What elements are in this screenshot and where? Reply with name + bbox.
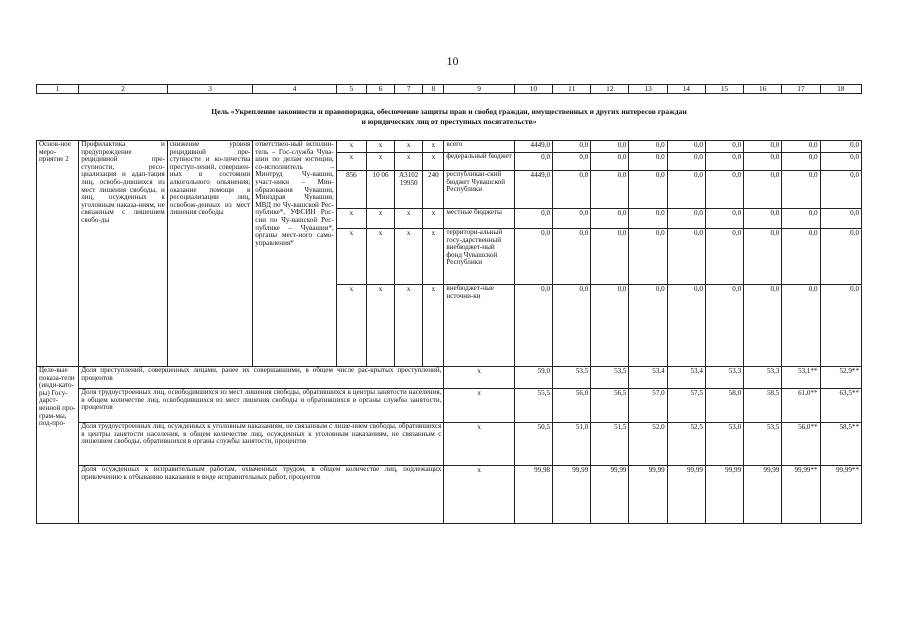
funding-value-cell: 0,0 [705, 171, 743, 209]
funding-value-cell: 0,0 [705, 209, 743, 229]
budget-code-cell: x [423, 209, 444, 229]
budget-code-cell: x [336, 141, 366, 153]
funding-value-cell: 0,0 [553, 285, 591, 367]
funding-value-cell: 0,0 [820, 141, 861, 153]
indicator-x-cell: х [444, 367, 514, 389]
indicator-value-cell: 50,5 [514, 423, 552, 466]
budget-code-cell: x [423, 229, 444, 285]
indicator-text-cell: Доля трудоустроенных лиц, осужденных к уголовным наказаниям, не связанным с лише-нием свободы, обратившихся в центры занятости населения, в общем количестве лиц, осужденных к уголовным наказаниям, не связанным с лишением свободы, обратившихся в органы службы занятости, процентов [79, 423, 444, 466]
indicator-value-cell: 52,9** [820, 367, 861, 389]
budget-code-cell: x [423, 285, 444, 367]
event-type-cell: Основ-ное меро-приятие 2 [37, 141, 79, 367]
funding-value-cell: 0,0 [782, 153, 820, 171]
indicator-value-cell: 57,5 [667, 389, 705, 423]
funding-value-cell: 0,0 [591, 141, 629, 153]
funding-value-cell: 0,0 [553, 171, 591, 209]
funding-value-cell: 0,0 [629, 285, 667, 367]
indicator-value-cell: 58,5 [744, 389, 782, 423]
funding-value-cell: 0,0 [782, 229, 820, 285]
column-number: 1 [37, 85, 79, 94]
indicator-text-cell: Доля осужденных к исправительным работам, охваченных трудом, в общем количестве лиц, подлежащих привлечению к отбыванию наказания в виде исправительных работ, процентов [79, 466, 444, 524]
funding-value-cell: 0,0 [629, 171, 667, 209]
funding-value-cell: 0,0 [820, 229, 861, 285]
funding-value-cell: 0,0 [820, 153, 861, 171]
funding-value-cell: 0,0 [705, 141, 743, 153]
indicator-value-cell: 53,4 [667, 367, 705, 389]
indicator-row [37, 423, 862, 466]
budget-code-cell: x [423, 153, 444, 171]
indicator-value-cell: 59,0 [514, 367, 552, 389]
funding-value-cell: 0,0 [705, 229, 743, 285]
funding-value-cell: 0,0 [629, 153, 667, 171]
indicator-x-cell: х [444, 423, 514, 466]
indicator-value-cell: 55,5 [514, 389, 552, 423]
indicator-value-cell: 61,0** [782, 389, 820, 423]
funding-value-cell: 0,0 [553, 229, 591, 285]
funding-value-cell: 0,0 [514, 229, 552, 285]
funding-value-cell: 0,0 [667, 171, 705, 209]
funding-value-cell: 0,0 [553, 209, 591, 229]
funding-value-cell: 0,0 [782, 209, 820, 229]
funding-source-cell: республикан-ский бюджет Чувашской Республики [444, 171, 514, 209]
column-number: 17 [782, 85, 820, 94]
budget-code-cell: x [395, 285, 423, 367]
funding-value-cell: 0,0 [744, 209, 782, 229]
indicator-value-cell: 53,3 [705, 367, 743, 389]
funding-value-cell: 0,0 [629, 229, 667, 285]
budget-code-cell: x [336, 153, 366, 171]
column-number: 11 [553, 85, 591, 94]
funding-value-cell: 0,0 [553, 153, 591, 171]
indicator-value-cell: 57,0 [629, 389, 667, 423]
funding-value-cell: 0,0 [591, 153, 629, 171]
indicator-value-cell: 58,0 [705, 389, 743, 423]
column-number: 13 [629, 85, 667, 94]
funding-value-cell: 4449,0 [514, 141, 552, 153]
funding-value-cell: 0,0 [514, 153, 552, 171]
indicator-value-cell: 56,5 [591, 389, 629, 423]
funding-source-cell: территори-альный госу-дарственный внебюджет-ный фонд Чувашской Республики [444, 229, 514, 285]
goal-line-1: Цель «Укрепление законности и правопорядка, обеспечение защиты прав и свобод граждан, имущественных и других интересов граждан [211, 107, 687, 116]
budget-code-cell: x [336, 285, 366, 367]
indicator-value-cell: 53,5 [553, 367, 591, 389]
funding-value-cell: 0,0 [514, 209, 552, 229]
funding-value-cell: 0,0 [667, 209, 705, 229]
budget-code-cell: x [366, 285, 394, 367]
indicator-text-cell: Доля преступлений, совершенных лицами, ранее их совершавшими, в общем числе рас-крытых преступлений, процентов [79, 367, 444, 389]
column-number-header [36, 84, 862, 94]
budget-code-cell: x [366, 209, 394, 229]
indicator-value-cell: 53,3 [744, 367, 782, 389]
funding-value-cell: 0,0 [744, 171, 782, 209]
indicator-row [37, 389, 862, 423]
indicator-value-cell: 53,5 [591, 367, 629, 389]
program-table [36, 140, 862, 524]
funding-source-cell: всего [444, 141, 514, 153]
indicator-value-cell: 99,98 [514, 466, 552, 524]
column-number: 4 [253, 85, 337, 94]
funding-value-cell: 0,0 [820, 285, 861, 367]
funding-source-cell: местные бюджеты [444, 209, 514, 229]
funding-value-cell: 0,0 [667, 229, 705, 285]
funding-value-cell: 0,0 [705, 153, 743, 171]
budget-code-cell: x [423, 141, 444, 153]
funding-value-cell: 0,0 [782, 285, 820, 367]
indicator-value-cell: 53,4 [629, 367, 667, 389]
funding-value-cell: 0,0 [744, 153, 782, 171]
funding-value-cell: 0,0 [591, 171, 629, 209]
funding-value-cell: 0,0 [667, 153, 705, 171]
indicator-value-cell: 99,99 [705, 466, 743, 524]
budget-code-cell: x [336, 229, 366, 285]
indicator-value-cell: 53,5 [744, 423, 782, 466]
indicator-x-cell: х [444, 466, 514, 524]
indicator-value-cell: 58,5** [820, 423, 861, 466]
funding-source-cell: федеральный бюджет [444, 153, 514, 171]
funding-value-cell: 0,0 [591, 285, 629, 367]
budget-code-cell: x [395, 229, 423, 285]
column-number: 14 [667, 85, 705, 94]
indicator-value-cell: 99,99 [591, 466, 629, 524]
budget-code-cell: x [395, 209, 423, 229]
event-task-cell: снижение уровня рецидивной пре-ступности и ко-личества преступ-лений, совершен-ных в состоянии алкогольного опьянения; оказание помощи в ресоциализации лиц, освобож-денных из мест лишения свободы [167, 141, 253, 367]
budget-code-cell: x [336, 209, 366, 229]
indicator-row [37, 466, 862, 524]
indicator-value-cell: 52,0 [629, 423, 667, 466]
indicator-value-cell: 53,1** [782, 367, 820, 389]
budget-code-cell: x [395, 153, 423, 171]
goal-heading [36, 107, 862, 126]
column-number: 2 [79, 85, 168, 94]
indicator-value-cell: 63,5** [820, 389, 861, 423]
page-number: 10 [446, 54, 459, 68]
event-name-cell: Профилактика и предупреждение рецидивной пре-ступности, ресо-циализация и адап-тация лиц, освобо-дившихся из мест лишения свободы, и лиц, осужденных к уголовным наказа-ниям, не связанным с лишением свобо-ды [79, 141, 168, 367]
indicator-value-cell: 99,99** [782, 466, 820, 524]
funding-value-cell: 0,0 [820, 209, 861, 229]
funding-source-cell: внебюджет-ные источни-ки [444, 285, 514, 367]
indicator-row [37, 367, 862, 389]
indicator-x-cell: х [444, 389, 514, 423]
funding-value-cell: 4449,0 [514, 171, 552, 209]
indicator-value-cell: 56,0 [553, 389, 591, 423]
budget-code-cell: x [366, 229, 394, 285]
budget-code-cell: x [395, 141, 423, 153]
funding-value-cell: 0,0 [591, 209, 629, 229]
funding-value-cell: 0,0 [820, 171, 861, 209]
funding-value-cell: 0,0 [744, 229, 782, 285]
column-number: 3 [167, 85, 253, 94]
funding-value-cell: 0,0 [782, 141, 820, 153]
funding-value-cell: 0,0 [667, 285, 705, 367]
indicator-value-cell: 99,99 [553, 466, 591, 524]
indicators-label-cell: Целе-вые показа-тели (инди-като-ры) Госу-дарст-венной про-грам-мы, под-про- [37, 367, 79, 524]
indicator-value-cell: 52,5 [667, 423, 705, 466]
budget-code-cell: 10 06 [366, 171, 394, 209]
column-number: 6 [366, 85, 394, 94]
indicator-value-cell: 53,0 [705, 423, 743, 466]
indicator-value-cell: 99,99 [744, 466, 782, 524]
funding-row [37, 141, 862, 153]
column-number: 5 [336, 85, 366, 94]
funding-value-cell: 0,0 [705, 285, 743, 367]
budget-code-cell: x [366, 153, 394, 171]
event-executor-cell: ответствен-ный исполни-тель – Гос-служба Чува-шии по делам юстиции, со-исполнитель – Минтруд Чу-вашии, участ-ники – Мин-образования Чувашии, Минздрав Чувашии, МВД по Чу-вашской Рес-публике*, УФСИН Рос-сии по Чу-вашской Рес-публике – Чувашии*, органы мест-ного само-управления* [253, 141, 337, 367]
funding-value-cell: 0,0 [744, 285, 782, 367]
column-number: 7 [395, 85, 423, 94]
column-number: 12 [591, 85, 629, 94]
indicator-text-cell: Доля трудоустроенных лиц, освободившихся из мест лишения свободы, обратившихся в центры занятости населения, в общем количестве лиц, освободившихся из мест лишения свободы и обратившихся в органы службы занятости, процентов [79, 389, 444, 423]
column-number: 10 [514, 85, 552, 94]
column-number: 16 [744, 85, 782, 94]
funding-value-cell: 0,0 [553, 141, 591, 153]
budget-code-cell: А3102 19950 [395, 171, 423, 209]
column-number: 18 [820, 85, 861, 94]
budget-code-cell: 856 [336, 171, 366, 209]
indicator-value-cell: 99,99 [629, 466, 667, 524]
indicator-value-cell: 51,0 [553, 423, 591, 466]
indicator-value-cell: 99,99 [667, 466, 705, 524]
budget-code-cell: x [366, 141, 394, 153]
budget-code-cell: 240 [423, 171, 444, 209]
funding-value-cell: 0,0 [629, 141, 667, 153]
goal-line-2: и юридических лиц от преступных посягательств» [361, 116, 537, 126]
funding-value-cell: 0,0 [744, 141, 782, 153]
indicator-value-cell: 99,99** [820, 466, 861, 524]
funding-value-cell: 0,0 [591, 229, 629, 285]
column-number: 15 [705, 85, 743, 94]
column-number: 9 [444, 85, 514, 94]
funding-value-cell: 0,0 [782, 171, 820, 209]
funding-value-cell: 0,0 [667, 141, 705, 153]
indicator-value-cell: 51,5 [591, 423, 629, 466]
indicator-value-cell: 56,0** [782, 423, 820, 466]
funding-value-cell: 0,0 [629, 209, 667, 229]
column-number: 8 [423, 85, 444, 94]
funding-value-cell: 0,0 [514, 285, 552, 367]
